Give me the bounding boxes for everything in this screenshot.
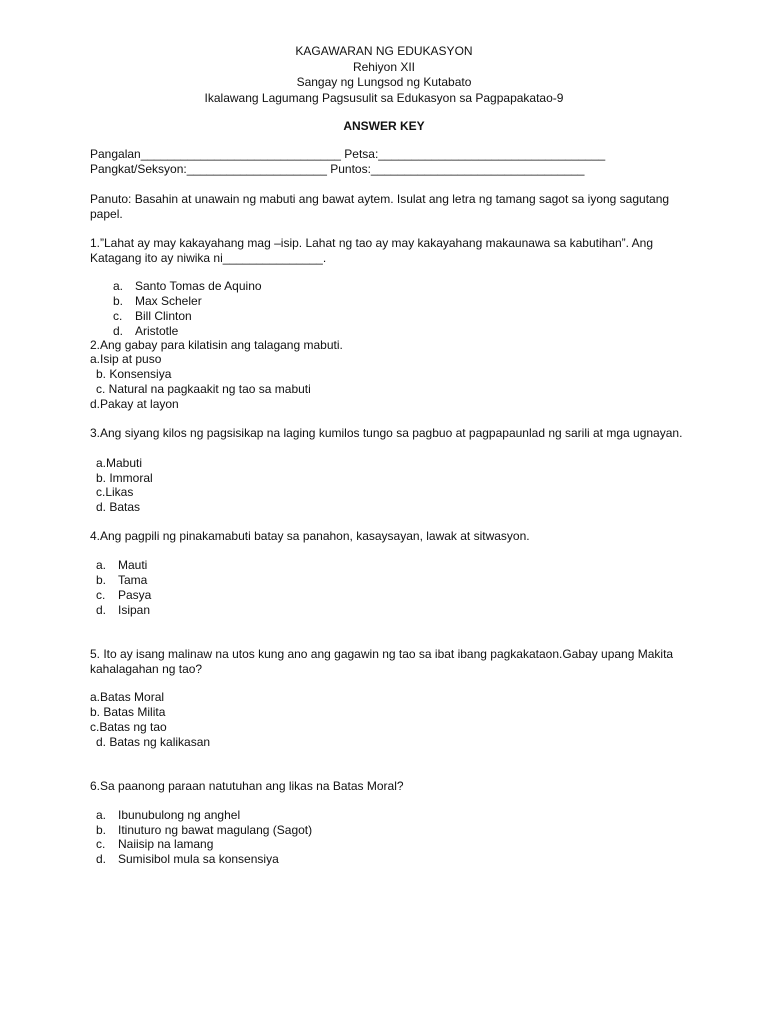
question-4-option: b. Tama <box>96 573 148 587</box>
question-6-option: d. Sumisibol mula sa konsensiya <box>96 852 279 866</box>
header-division: Sangay ng Lungsod ng Kutabato <box>296 75 472 89</box>
field-row-name-date: Pangalan______________________________ Petsa:__________________________________ <box>90 147 606 161</box>
question-2-option: a.Isip at puso <box>90 352 162 366</box>
question-5-option: b. Batas Milita <box>90 705 166 719</box>
question-3-text: 3.Ang siyang kilos ng pagsisikap na laging kumilos tungo sa pagbuo at pagpapaunlad ng sarili at mga ugnayan. <box>90 426 683 440</box>
question-3-option: c.Likas <box>96 485 134 499</box>
question-1-option: b. Max Scheler <box>113 294 202 308</box>
question-1-option: a. Santo Tomas de Aquino <box>113 279 262 293</box>
question-2-text: 2.Ang gabay para kilatisin ang talagang mabuti. <box>90 338 343 352</box>
question-5-option: a.Batas Moral <box>90 690 165 704</box>
question-3-option: a.Mabuti <box>96 456 143 470</box>
question-4-option: a. Mauti <box>96 558 148 572</box>
header-exam-title: Ikalawang Lagumang Pagsusulit sa Edukasyon sa Pagpapakatao-9 <box>204 90 564 105</box>
question-2-option: d.Pakay at layon <box>90 397 179 411</box>
question-5-text: 5. Ito ay isang malinaw na utos kung ano ang gagawin ng tao sa ibat ibang pagkakataon.Gabay upang Makita kahalagahan ng tao? <box>90 647 674 676</box>
question-5-option: c.Batas ng tao <box>90 720 167 734</box>
answer-key-title: ANSWER KEY <box>343 119 425 133</box>
question-4-option: c. Pasya <box>96 588 152 602</box>
question-3-option: b. Immoral <box>96 471 153 485</box>
question-1-option: c. Bill Clinton <box>113 309 192 323</box>
question-1-text: 1.”Lahat ay may kakayahang mag –isip. Lahat ng tao ay may kakayahang makaunawa sa kabutihan”. Ang Katagang ito ay niwika ni_______________. <box>90 236 654 265</box>
document-header <box>0 44 768 106</box>
question-4-text: 4.Ang pagpili ng pinakamabuti batay sa panahon, kasaysayan, lawak at sitwasyon. <box>90 529 530 543</box>
question-3-option: d. Batas <box>96 500 141 514</box>
question-2-option: b. Konsensiya <box>96 367 172 381</box>
question-6-text: 6.Sa paanong paraan natutuhan ang likas na Batas Moral? <box>90 779 404 793</box>
header-department: KAGAWARAN NG EDUKASYON <box>295 44 473 58</box>
question-1-option: d. Aristotle <box>113 324 179 338</box>
question-4-option: d. Isipan <box>96 603 151 617</box>
question-6-option: a. Ibunubulong ng anghel <box>96 808 241 822</box>
question-6-option: b. Itinuturo ng bawat magulang (Sagot) <box>96 823 313 837</box>
field-row-section-score: Pangkat/Seksyon:_____________________ Puntos:________________________________ <box>90 162 585 176</box>
question-2-option: c. Natural na pagkaakit ng tao sa mabuti <box>96 382 311 396</box>
question-5-option: d. Batas ng kalikasan <box>96 735 211 749</box>
question-6-option: c. Naiisip na lamang <box>96 837 214 851</box>
instructions: Panuto: Basahin at unawain ng mabuti ang bawat aytem. Isulat ang letra ng tamang sagot sa iyong sagutang papel. <box>90 192 670 221</box>
header-region: Rehiyon XII <box>352 59 416 74</box>
